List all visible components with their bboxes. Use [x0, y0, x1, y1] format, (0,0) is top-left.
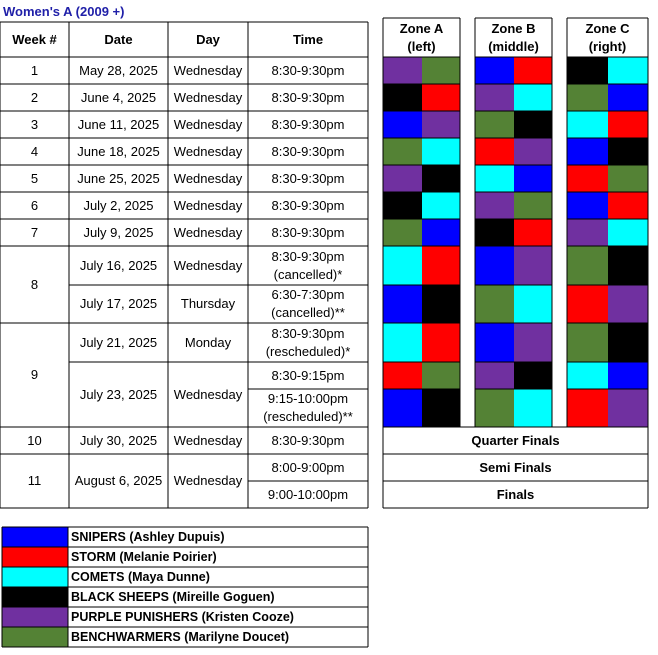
time-cell — [248, 138, 368, 165]
zone-b-team-1-swatch — [475, 246, 514, 285]
date-cell: August 6, 2025 — [74, 473, 163, 489]
zone-b-team-1-swatch — [475, 219, 514, 246]
zone-c-team-1-swatch — [567, 362, 608, 389]
zone-c-team-2-swatch — [608, 138, 648, 165]
legend-label: STORM (Melanie Poirier) — [71, 550, 217, 564]
zone-b-team-2-swatch — [514, 219, 552, 246]
zone-b-team-1-swatch — [475, 192, 514, 219]
zone-b-team-2-swatch — [514, 165, 552, 192]
time-cell-line: 8:30-9:30pm — [271, 197, 345, 213]
zone-a-team-2-swatch — [422, 389, 460, 427]
zone-c-team-1-swatch — [567, 84, 608, 111]
day-cell: Wednesday — [173, 386, 243, 402]
time-cell-line: 8:30-9:15pm — [271, 367, 345, 383]
zone-b-team-2-swatch — [514, 84, 552, 111]
time-cell-line: (rescheduled)* — [265, 343, 351, 359]
week-number-cell: 11 — [27, 473, 42, 489]
day-cell: Wednesday — [173, 143, 243, 159]
zone-a-team-2-swatch — [422, 111, 460, 138]
zone-b-team-1-swatch — [475, 111, 514, 138]
time-cell — [248, 389, 368, 427]
time-cell-line: 9:15-10:00pm — [267, 391, 349, 407]
zone-b-team-1-swatch — [475, 84, 514, 111]
time-cell-line: 8:30-9:30pm — [271, 62, 345, 78]
zone-b-team-1-swatch — [475, 323, 514, 362]
header-week: Week # — [12, 31, 57, 47]
legend-swatch-green — [2, 627, 68, 647]
zone-a-team-1-swatch — [383, 138, 422, 165]
zone-b-team-2-swatch — [514, 246, 552, 285]
zone-c-team-2-swatch — [608, 192, 648, 219]
round-label: Semi Finals — [479, 459, 552, 475]
time-cell — [248, 111, 368, 138]
time-cell-line: (cancelled)** — [271, 305, 345, 320]
zone-b-team-2-swatch — [514, 192, 552, 219]
legend-swatch-blue — [2, 527, 68, 547]
zone-b-team-2-swatch — [514, 57, 552, 84]
zone-b-team-2-swatch — [514, 323, 552, 362]
week-number-cell: 4 — [30, 143, 39, 159]
time-cell — [248, 427, 368, 454]
zone-a-team-1-swatch — [383, 219, 422, 246]
header-zone-c-line: Zone C — [585, 20, 630, 36]
header-date: Date — [104, 31, 133, 47]
day-cell: Wednesday — [173, 197, 243, 213]
zone-c-team-2-swatch — [608, 246, 648, 285]
zone-c-team-2-swatch — [608, 57, 648, 84]
legend-label: BLACK SHEEPS (Mireille Goguen) — [71, 590, 275, 604]
week-number-cell: 3 — [30, 116, 39, 132]
day-cell: Thursday — [180, 296, 236, 312]
zone-b-team-1-swatch — [475, 362, 514, 389]
zone-c-team-1-swatch — [567, 219, 608, 246]
zone-c-team-2-swatch — [608, 362, 648, 389]
time-cell — [248, 219, 368, 246]
zone-c-team-2-swatch — [608, 219, 648, 246]
time-cell-line: 8:30-9:30pm — [271, 432, 345, 448]
time-cell-line: (cancelled)* — [273, 266, 343, 282]
header-zone-c-line: (right) — [588, 38, 627, 54]
header-zone-b-line: (middle) — [488, 38, 539, 54]
zone-a-team-1-swatch — [383, 57, 422, 84]
zone-a-team-1-swatch — [383, 285, 422, 323]
date-cell: July 2, 2025 — [83, 197, 154, 213]
zone-b-team-2-swatch — [514, 389, 552, 427]
header-time: Time — [292, 31, 324, 47]
week-number-cell: 2 — [30, 89, 39, 105]
zone-a-team-1-swatch — [383, 323, 422, 362]
week-number-cell: 1 — [30, 62, 39, 78]
week-number-cell: 8 — [30, 276, 39, 292]
time-cell-line: (rescheduled)** — [263, 409, 353, 424]
zone-c-team-1-swatch — [567, 192, 608, 219]
round-label: Finals — [496, 486, 535, 502]
time-cell — [248, 165, 368, 192]
time-cell-line: 8:30-9:30pm — [271, 224, 345, 240]
zone-a-team-1-swatch — [383, 246, 422, 285]
zone-c-team-2-swatch — [608, 389, 648, 427]
legend-label: PURPLE PUNISHERS (Kristen Cooze) — [71, 610, 294, 624]
day-cell: Wednesday — [173, 224, 243, 240]
header-zone-a-line: (left) — [407, 38, 436, 54]
zone-b-team-2-swatch — [514, 111, 552, 138]
zone-a-team-1-swatch — [383, 165, 422, 192]
header-zone-b-line: Zone B — [491, 20, 536, 36]
legend-label: SNIPERS (Ashley Dupuis) — [71, 530, 225, 544]
time-cell — [248, 323, 368, 362]
zone-c-team-1-swatch — [567, 57, 608, 84]
time-cell-line: 8:30-9:30pm — [271, 248, 345, 264]
header-zone-b — [475, 18, 552, 57]
date-cell: July 16, 2025 — [79, 257, 158, 273]
date-cell: July 17, 2025 — [79, 296, 158, 312]
zone-a-team-2-swatch — [422, 285, 460, 323]
legend-swatch-purple — [2, 607, 68, 627]
zone-b-team-1-swatch — [475, 57, 514, 84]
round-label: Quarter Finals — [471, 432, 560, 448]
time-cell-line: 9:00-10:00pm — [267, 486, 349, 502]
legend-swatch-red — [2, 547, 68, 567]
day-cell: Wednesday — [173, 89, 243, 105]
time-cell-line: 8:30-9:30pm — [271, 89, 345, 105]
zone-a-team-2-swatch — [422, 165, 460, 192]
time-cell — [248, 285, 368, 323]
zone-a-team-1-swatch — [383, 192, 422, 219]
time-cell-line: 6:30-7:30pm — [271, 287, 345, 303]
zone-b-team-2-swatch — [514, 362, 552, 389]
week-number-cell: 10 — [27, 432, 42, 448]
time-cell — [248, 57, 368, 84]
zone-a-team-1-swatch — [383, 362, 422, 389]
zone-c-team-2-swatch — [608, 165, 648, 192]
time-cell — [248, 454, 368, 481]
date-cell: June 4, 2025 — [80, 89, 157, 105]
zone-c-team-1-swatch — [567, 389, 608, 427]
zone-c-team-1-swatch — [567, 165, 608, 192]
zone-a-team-2-swatch — [422, 323, 460, 362]
date-cell: July 30, 2025 — [79, 432, 158, 448]
day-cell: Wednesday — [173, 116, 243, 132]
time-cell — [248, 192, 368, 219]
zone-c-team-1-swatch — [567, 111, 608, 138]
zone-c-team-1-swatch — [567, 323, 608, 362]
time-cell-line: 8:30-9:30pm — [271, 325, 345, 341]
week-number-cell: 9 — [30, 367, 39, 383]
day-cell: Wednesday — [173, 62, 243, 78]
header-zone-c — [567, 18, 648, 57]
zone-a-team-1-swatch — [383, 111, 422, 138]
day-cell: Wednesday — [173, 257, 243, 273]
date-cell: June 18, 2025 — [77, 143, 160, 159]
time-cell — [248, 246, 368, 285]
zone-a-team-2-swatch — [422, 362, 460, 389]
zone-c-team-1-swatch — [567, 246, 608, 285]
time-cell-line: 8:30-9:30pm — [271, 170, 345, 186]
zone-a-team-1-swatch — [383, 389, 422, 427]
date-cell: June 25, 2025 — [77, 170, 160, 186]
week-number-cell: 5 — [30, 170, 39, 186]
date-cell: July 23, 2025 — [79, 386, 158, 402]
day-cell: Wednesday — [173, 432, 243, 448]
legend-label: COMETS (Maya Dunne) — [71, 570, 210, 584]
time-cell — [248, 481, 368, 508]
zone-a-team-2-swatch — [422, 219, 460, 246]
zone-a-team-2-swatch — [422, 57, 460, 84]
week-number-cell: 7 — [30, 224, 39, 240]
zone-b-team-2-swatch — [514, 138, 552, 165]
header-zone-a — [383, 18, 460, 57]
day-cell: Monday — [184, 334, 232, 350]
time-cell — [248, 362, 368, 389]
time-cell-line: 8:30-9:30pm — [271, 143, 345, 159]
date-cell: May 28, 2025 — [79, 62, 158, 78]
week-number-cell: 6 — [30, 197, 39, 213]
zone-c-team-1-swatch — [567, 285, 608, 323]
day-cell: Wednesday — [173, 473, 243, 489]
day-cell: Wednesday — [173, 170, 243, 186]
zone-c-team-2-swatch — [608, 111, 648, 138]
date-cell: June 11, 2025 — [77, 116, 160, 132]
legend-label: BENCHWARMERS (Marilyne Doucet) — [71, 630, 290, 644]
page-title: Women's A (2009 +) — [3, 4, 125, 19]
zone-b-team-1-swatch — [475, 285, 514, 323]
zone-a-team-2-swatch — [422, 192, 460, 219]
zone-a-team-2-swatch — [422, 246, 460, 285]
zone-a-team-1-swatch — [383, 84, 422, 111]
zone-b-team-1-swatch — [475, 389, 514, 427]
zone-c-team-2-swatch — [608, 285, 648, 323]
legend-swatch-cyan — [2, 567, 68, 587]
time-cell-line: 8:00-9:00pm — [271, 459, 345, 475]
header-day: Day — [196, 31, 220, 47]
header-zone-a-line: Zone A — [399, 20, 444, 36]
zone-b-team-2-swatch — [514, 285, 552, 323]
legend-swatch-black — [2, 587, 68, 607]
zone-a-team-2-swatch — [422, 84, 460, 111]
zone-a-team-2-swatch — [422, 138, 460, 165]
zone-b-team-1-swatch — [475, 165, 514, 192]
date-cell: July 21, 2025 — [79, 334, 158, 350]
time-cell-line: 8:30-9:30pm — [271, 116, 345, 132]
zone-b-team-1-swatch — [475, 138, 514, 165]
zone-c-team-2-swatch — [608, 84, 648, 111]
zone-c-team-1-swatch — [567, 138, 608, 165]
date-cell: July 9, 2025 — [83, 224, 154, 240]
time-cell — [248, 84, 368, 111]
zone-c-team-2-swatch — [608, 323, 648, 362]
